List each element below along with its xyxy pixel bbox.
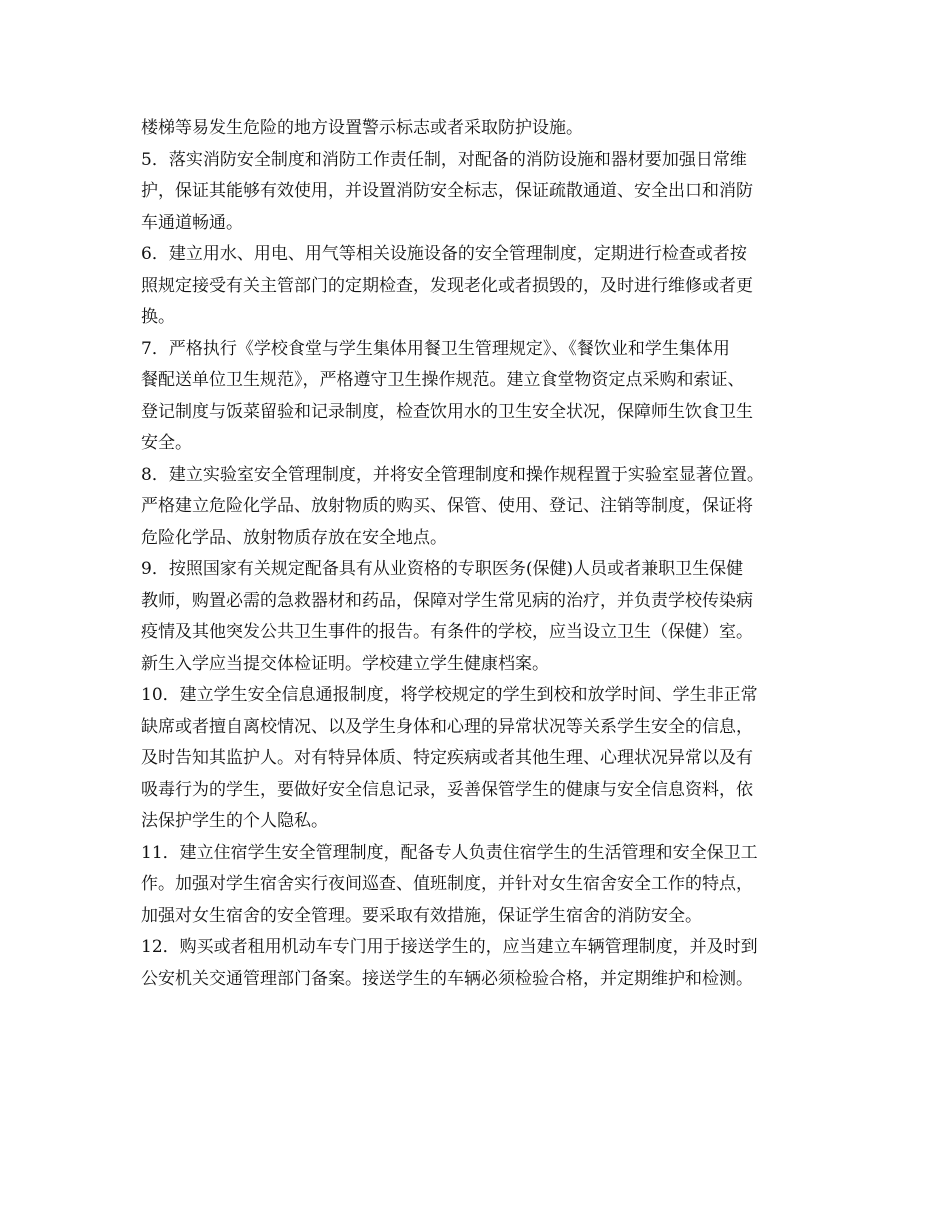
text-line: 楼梯等易发生危险的地方设置警示标志或者采取防护设施。	[141, 118, 583, 138]
text-line: 6．建立用水、用电、用气等相关设施设备的安全管理制度，定期进行检查或者按	[141, 244, 747, 264]
text-line: 照规定接受有关主管部门的定期检查，发现老化或者损毁的，及时进行维修或者更	[141, 275, 753, 296]
text-line: 及时告知其监护人。对有特异体质、特定疾病或者其他生理、心理状况异常以及有	[141, 748, 753, 768]
text-line: 餐配送单位卫生规范》，严格遵守卫生操作规范。建立食堂物资定点采购和索证、	[141, 370, 745, 390]
text-line: 疫情及其他突发公共卫生事件的报告。有条件的学校，应当设立卫生（保健）室。	[141, 622, 753, 642]
text-line: 换。	[141, 307, 175, 327]
text-line: 登记制度与饭菜留验和记录制度，检查饮用水的卫生安全状况，保障师生饮食卫生	[141, 401, 753, 422]
text-line: 护，保证其能够有效使用，并设置消防安全标志，保证疏散通道、安全出口和消防	[141, 181, 753, 201]
text-line: 7．严格执行《学校食堂与学生集体用餐卫生管理规定》、《餐饮业和学生集体用	[141, 338, 730, 359]
text-line: 吸毒行为的学生，要做好安全信息记录，妥善保管学生的健康与安全信息资料，依	[141, 779, 753, 800]
text-line: 法保护学生的个人隐私。	[141, 811, 328, 831]
text-line: 加强对女生宿舍的安全管理。要采取有效措施，保证学生宿舍的消防安全。	[141, 905, 702, 926]
text-line: 教师，购置必需的急救器材和药品，保障对学生常见病的治疗，并负责学校传染病	[141, 590, 753, 611]
text-line: 9．按照国家有关规定配备具有从业资格的专职医务(保健)人员或者兼职卫生保健	[141, 559, 744, 579]
text-line: 危险化学品、放射物质存放在安全地点。	[141, 527, 447, 548]
text-line: 12．购买或者租用机动车专门用于接送学生的，应当建立车辆管理制度，并及时到	[141, 937, 758, 957]
document-body	[141, 113, 821, 995]
text-line: 8．建立实验室安全管理制度，并将安全管理制度和操作规程置于实验室显著位置。	[141, 464, 764, 485]
text-line: 作。加强对学生宿舍实行夜间巡查、值班制度，并针对女生宿舍安全工作的特点，	[141, 874, 753, 894]
text-line: 10．建立学生安全信息通报制度，将学校规定的学生到校和放学时间、学生非正常	[141, 685, 758, 705]
text-line: 公安机关交通管理部门备案。接送学生的车辆必须检验合格，并定期维护和检测。	[141, 968, 753, 989]
text-line: 缺席或者擅自离校情况、以及学生身体和心理的异常状况等关系学生安全的信息，	[141, 716, 753, 737]
text-line: 严格建立危险化学品、放射物质的购买、保管、使用、登记、注销等制度，保证将	[141, 496, 753, 516]
text-line: 5．落实消防安全制度和消防工作责任制，对配备的消防设施和器材要加强日常维	[141, 149, 747, 170]
text-line: 车通道畅通。	[141, 212, 243, 233]
text-line: 安全。	[141, 433, 192, 453]
text-line: 新生入学应当提交体检证明。学校建立学生健康档案。	[141, 653, 549, 674]
text-line: 11．建立住宿学生安全管理制度，配备专人负责住宿学生的生活管理和安全保卫工	[141, 842, 758, 863]
